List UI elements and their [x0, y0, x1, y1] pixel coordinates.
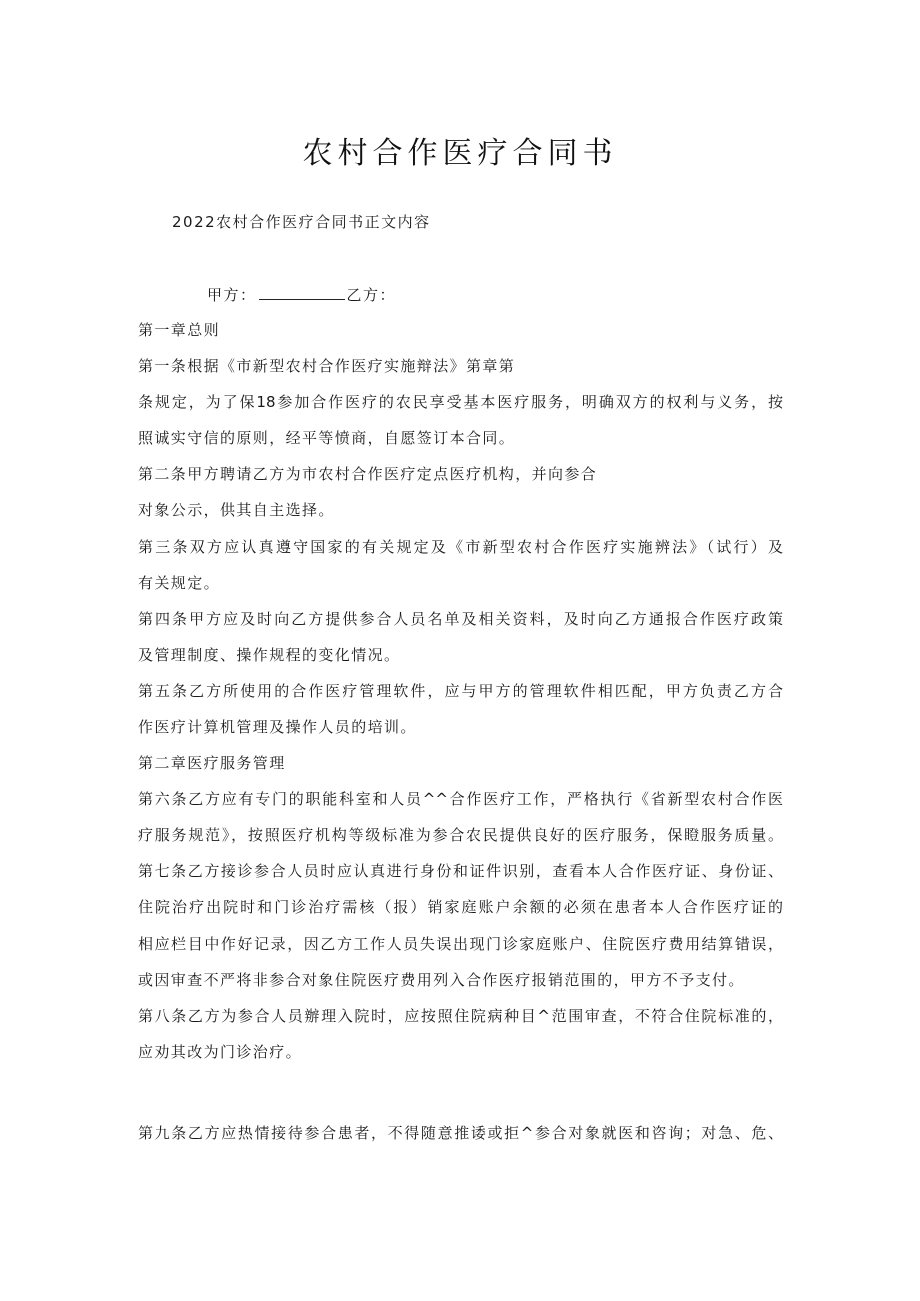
- parties-line: [207, 284, 396, 305]
- party-a-blank: [259, 285, 345, 300]
- text-line: 应劝其改为门诊治疗。: [138, 1043, 303, 1061]
- text-line: 条规定，为了保18参加合作医疗的农民享受基本医疗服务，明确双方的权利与义务，按: [138, 393, 783, 411]
- text-line: 第九条乙方应热情接待参合患者，不得随意推诿或拒^参合对象就医和咨询；对急、危、: [138, 1124, 783, 1142]
- text-line: 及管理制度、操作规程的变化情况。: [138, 646, 401, 664]
- text-line: 有关规定。: [138, 574, 221, 592]
- text-line: 照诚实守信的原则，经平等愤商，自愿签订本合同。: [138, 429, 516, 447]
- document-title: 农村合作医疗合同书: [302, 136, 618, 171]
- text-line: 第四条甲方应及时向乙方提供参合人员名单及相关资料，及时向乙方通报合作医疗政策: [138, 610, 783, 628]
- text-line: 相应栏目中作好记录，因乙方工作人员失误出现门诊家庭账户、住院医疗费用结算错误，: [138, 935, 783, 953]
- text-line: 第二条甲方聘请乙方为市农村合作医疗定点医疗机构，并向参合: [138, 465, 598, 483]
- text-line: 第六条乙方应有专门的职能科室和人员^^合作医疗工作，严格执行《省新型农村合作医: [138, 790, 783, 808]
- document-subtitle: 2022农村合作医疗合同书正文内容: [172, 213, 431, 231]
- text-line: 作医疗计算机管理及操作人员的培训。: [138, 718, 417, 736]
- text-line: 第三条双方应认真遵守国家的有关规定及《市新型农村合作医疗实施辨法》（试行）及: [138, 538, 783, 556]
- party-b-label: 乙方：: [346, 286, 397, 304]
- party-a-label: 甲方：: [207, 286, 257, 304]
- text-line: 第八条乙方为参合人员辦理入院时，应按照住院病种目^范围审查，不符合住院标准的，: [138, 1007, 783, 1025]
- chapter-heading: 第二章医疗服务管理: [138, 754, 286, 772]
- text-line: 或因审查不严将非参合对象住院医疗费用列入合作医疗报销范围的，甲方不予支付。: [138, 971, 745, 989]
- text-line: 第七条乙方接诊参合人员时应认真进行身份和证件识别，查看本人合作医疗证、身份证、: [138, 862, 783, 880]
- text-line: 第一条根据《市新型农村合作医疗实施辩法》第章第: [138, 357, 516, 375]
- text-line: 第一章总则: [138, 321, 221, 339]
- text-line: 第五条乙方所使用的合作医疗管理软件，应与甲方的管理软件相匹配，甲方负责乙方合: [138, 682, 783, 700]
- text-line: 对象公示，供其自主选择。: [138, 501, 335, 519]
- text-line: 疗服务规范》，按照医疗机构等级标准为参合农民提供良好的医疗服务，保瞪服务质量。: [138, 826, 783, 844]
- text-line: 住院治疗出院时和门诊治疗需核（报）销家庭账户余额的必须在患者本人合作医疗证的: [138, 898, 783, 916]
